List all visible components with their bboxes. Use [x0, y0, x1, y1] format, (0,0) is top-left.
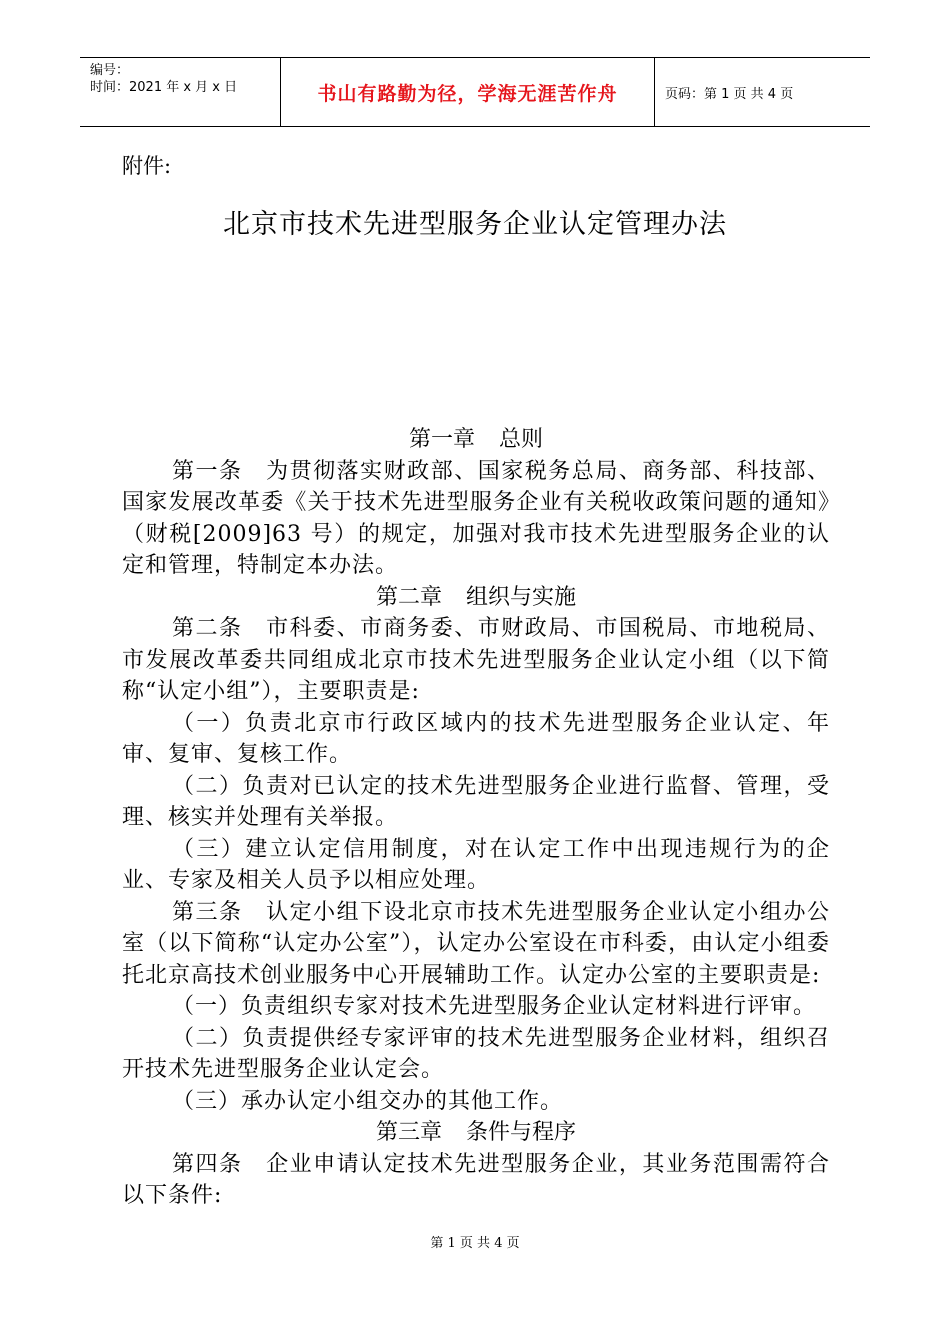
list-item: （三）建立认定信用制度，对在认定工作中出现违规行为的企业、专家及相关人员予以相应处理。 — [122, 836, 830, 893]
list-item: （一）负责北京市行政区域内的技术先进型服务企业认定、年审、复审、复核工作。 — [122, 710, 830, 767]
chapter-name: 组织与实施 — [466, 584, 577, 610]
chapter-number: 第三章 — [375, 1120, 442, 1145]
list-item: （二）负责提供经专家评审的技术先进型服务企业材料，组织召开技术先进型服务企业认定会。 — [122, 1025, 830, 1082]
page-header — [80, 57, 870, 127]
article-paragraph: 第三条 认定小组下设北京市技术先进型服务企业认定小组办公室（以下简称“认定办公室”），认定办公室设在市科委，由认定小组委托北京高技术创业服务中心开展辅助工作。认定办公室的主要职责是: — [122, 899, 830, 988]
doc-time-label: 时间：2021 年 x 月 x 日 — [90, 80, 238, 95]
list-item: （一）负责组织专家对技术先进型服务企业认定材料进行评审。 — [172, 994, 817, 1019]
chapter-heading — [122, 582, 830, 614]
article-paragraph: 第四条 企业申请认定技术先进型服务企业，其业务范围需符合以下条件: — [122, 1151, 830, 1208]
page-footer: 第 1 页 共 4 页 — [430, 1236, 520, 1251]
document-title: 北京市技术先进型服务企业认定管理办法 — [223, 209, 727, 240]
document-body — [122, 424, 830, 1212]
chapter-name: 总则 — [499, 427, 544, 452]
header-motto: 书山有路勤为径，学海无涯苦作舟 — [281, 58, 655, 126]
chapter-name: 条件与程序 — [466, 1120, 577, 1145]
doc-number-label: 编号： — [90, 63, 130, 78]
list-item: （三）承办认定小组交办的其他工作。 — [172, 1088, 564, 1114]
chapter-number: 第一章 — [408, 427, 475, 452]
article-paragraph: 第二条 市科委、市商务委、市财政局、市国税局、市地税局、市发展改革委共同组成北京市技术先进型服务企业认定小组（以下简称“认定小组”），主要职责是: — [122, 616, 830, 704]
header-meta — [80, 58, 281, 126]
chapter-number: 第二章 — [375, 584, 442, 610]
chapter-heading — [122, 424, 830, 456]
list-item: （二）负责对已认定的技术先进型服务企业进行监督、管理，受理、核实并处理有关举报。 — [122, 773, 830, 830]
header-page-info: 页码：第 1 页 共 4 页 — [665, 86, 794, 102]
article-paragraph: 第一条 为贯彻落实财政部、国家税务总局、商务部、科技部、国家发展改革委《关于技术先进型服务企业有关税收政策问题的通知》（财税[2009]63 号）的规定，加强对我市技术先进型服务企业的认定和管理，特制定本办法。 — [122, 458, 830, 578]
chapter-heading — [122, 1117, 830, 1149]
attachment-label: 附件: — [122, 154, 172, 178]
